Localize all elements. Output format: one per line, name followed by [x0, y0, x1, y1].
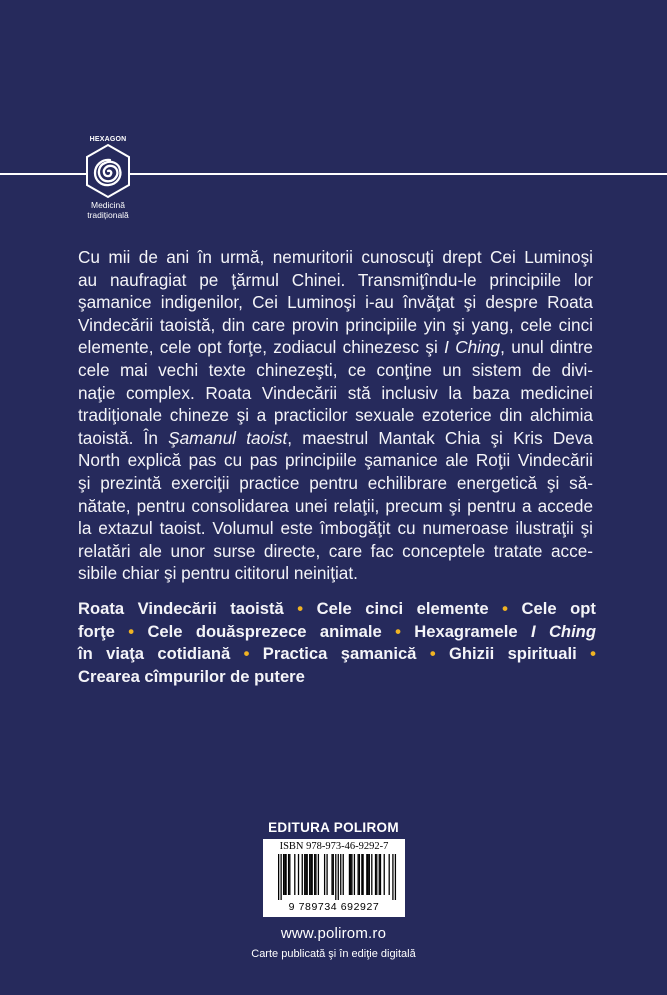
- barcode-bar: [338, 854, 339, 900]
- barcode-bar: [318, 854, 319, 895]
- barcode-bar: [280, 854, 281, 900]
- barcode-bar: [357, 854, 358, 895]
- barcode-bar: [304, 854, 305, 895]
- barcode-bar: [278, 854, 279, 900]
- barcode-bar: [288, 854, 289, 895]
- logo-top-label: HEXAGON: [89, 136, 127, 143]
- barcode-bar: [310, 854, 311, 895]
- topics-line-2: forţe • Cele douăsprezece animale • Hexagramele I Ching: [78, 621, 596, 641]
- barcode-bar: [376, 854, 377, 895]
- topics-line-3: în viaţa cotidiană • Practica şamanică • Ghizii spirituali •: [78, 644, 596, 664]
- barcode-bar: [340, 854, 341, 895]
- isbn-barcode: [263, 839, 405, 917]
- blurb-line: naţie complex. Roata Vindecării stă inclusiv la baza medicinei: [78, 382, 593, 403]
- blurb-line: taoistă. În Şamanul taoist, maestrul Mantak Chia şi Kris Deva: [78, 427, 593, 448]
- barcode-bar: [375, 854, 376, 895]
- barcode-bar: [361, 854, 362, 895]
- blurb-line: Vindecării taoistă, din care provin principiile yin şi yang, cele cinci: [78, 314, 593, 335]
- barcode-bar: [285, 854, 286, 895]
- barcode-bar: [350, 854, 351, 895]
- barcode-bar: [314, 854, 315, 895]
- blurb-line: au naufragiat pe ţărmul Chinei. Transmiţîndu-le principiile lor: [78, 269, 593, 290]
- barcode-bar: [305, 854, 306, 895]
- barcode-bar: [367, 854, 368, 895]
- barcode-bars: [268, 854, 400, 900]
- barcode-bar: [392, 854, 393, 900]
- barcode-bar: [307, 854, 308, 895]
- blurb-line: sibile chiar şi pentru cititorul neiniţiat.: [78, 563, 358, 584]
- blurb-line: şi prezintă exerciţii practice pentru echilibrare energetică şi să-: [78, 472, 593, 493]
- blurb-line: North explică pas cu pas principiile şamanice ale Roţii Vindecării: [78, 450, 593, 471]
- publisher-name: EDITURA POLIROM: [268, 820, 399, 835]
- blurb-line: nătate, pentru consolidarea unei relaţii, precum şi pentru a accede: [78, 495, 593, 516]
- barcode-bar: [384, 854, 385, 895]
- blurb-line: relatări ale unor surse directe, care fac conceptele tratate acce-: [78, 540, 593, 561]
- blurb-line: şamanice indigenilor, Cei Luminoşi i-au învăţat şi despre Roata: [78, 292, 593, 313]
- barcode-bar: [366, 854, 367, 895]
- barcode-bar: [335, 854, 336, 900]
- barcode-bar: [343, 854, 344, 895]
- blurb-line: la extazul taoist. Volumul este îmbogăţit cu numeroase ilustraţii şi: [78, 518, 593, 539]
- back-cover-blurb: [78, 246, 593, 585]
- barcode-bar: [349, 854, 350, 895]
- barcode-bar: [369, 854, 370, 895]
- barcode-bar: [354, 854, 355, 895]
- topics-list: [78, 598, 596, 689]
- barcode-bar: [309, 854, 310, 895]
- barcode-bar: [324, 854, 325, 895]
- blurb-line: Cu mii de ani în urmă, nemuritorii cunoscuţi drept Cei Luminoşi: [78, 247, 593, 267]
- logo-series-label: Medicină tradițională: [87, 200, 129, 220]
- barcode-bar: [333, 854, 334, 895]
- barcode-bar: [283, 854, 284, 895]
- publisher-website: www.polirom.ro: [280, 925, 387, 942]
- blurb-line: cele mai vechi texte chinezeşti, ce conţine un sistem de divi-: [78, 359, 593, 380]
- barcode-bar: [371, 854, 372, 895]
- barcode-bar: [289, 854, 290, 895]
- barcode-bar: [312, 854, 313, 895]
- isbn-text: ISBN 978-973-46-9292-7: [279, 841, 389, 852]
- barcode-digits: 9 789734 692927: [288, 901, 380, 913]
- barcode-bar: [315, 854, 316, 895]
- barcode-bar: [331, 854, 332, 895]
- hexagon-logo: [70, 136, 146, 226]
- barcode-bar: [351, 854, 352, 895]
- barcode-bar: [359, 854, 360, 895]
- blurb-line: elemente, cele opt forţe, zodiacul chinezesc şi I Ching, unul dintre: [78, 337, 593, 358]
- barcode-bar: [380, 854, 381, 895]
- barcode-bar: [395, 854, 396, 900]
- topics-line-4: Crearea cîmpurilor de putere: [78, 667, 305, 687]
- blurb-line: tradiţionale chineze şi a practicilor sexuale ezoterice din alchimia: [78, 405, 593, 426]
- barcode-bar: [294, 854, 295, 895]
- barcode-bar: [298, 854, 299, 895]
- barcode-bar: [389, 854, 390, 895]
- topics-line-1: Roata Vindecării taoistă • Cele cinci elemente • Cele opt: [78, 599, 596, 618]
- barcode-bar: [302, 854, 303, 895]
- barcode-bar: [362, 854, 363, 895]
- barcode-bar: [284, 854, 285, 895]
- barcode-bar: [326, 854, 327, 895]
- barcode-bar: [379, 854, 380, 895]
- digital-edition-note: Carte publicată şi în ediţie digitală: [251, 948, 416, 960]
